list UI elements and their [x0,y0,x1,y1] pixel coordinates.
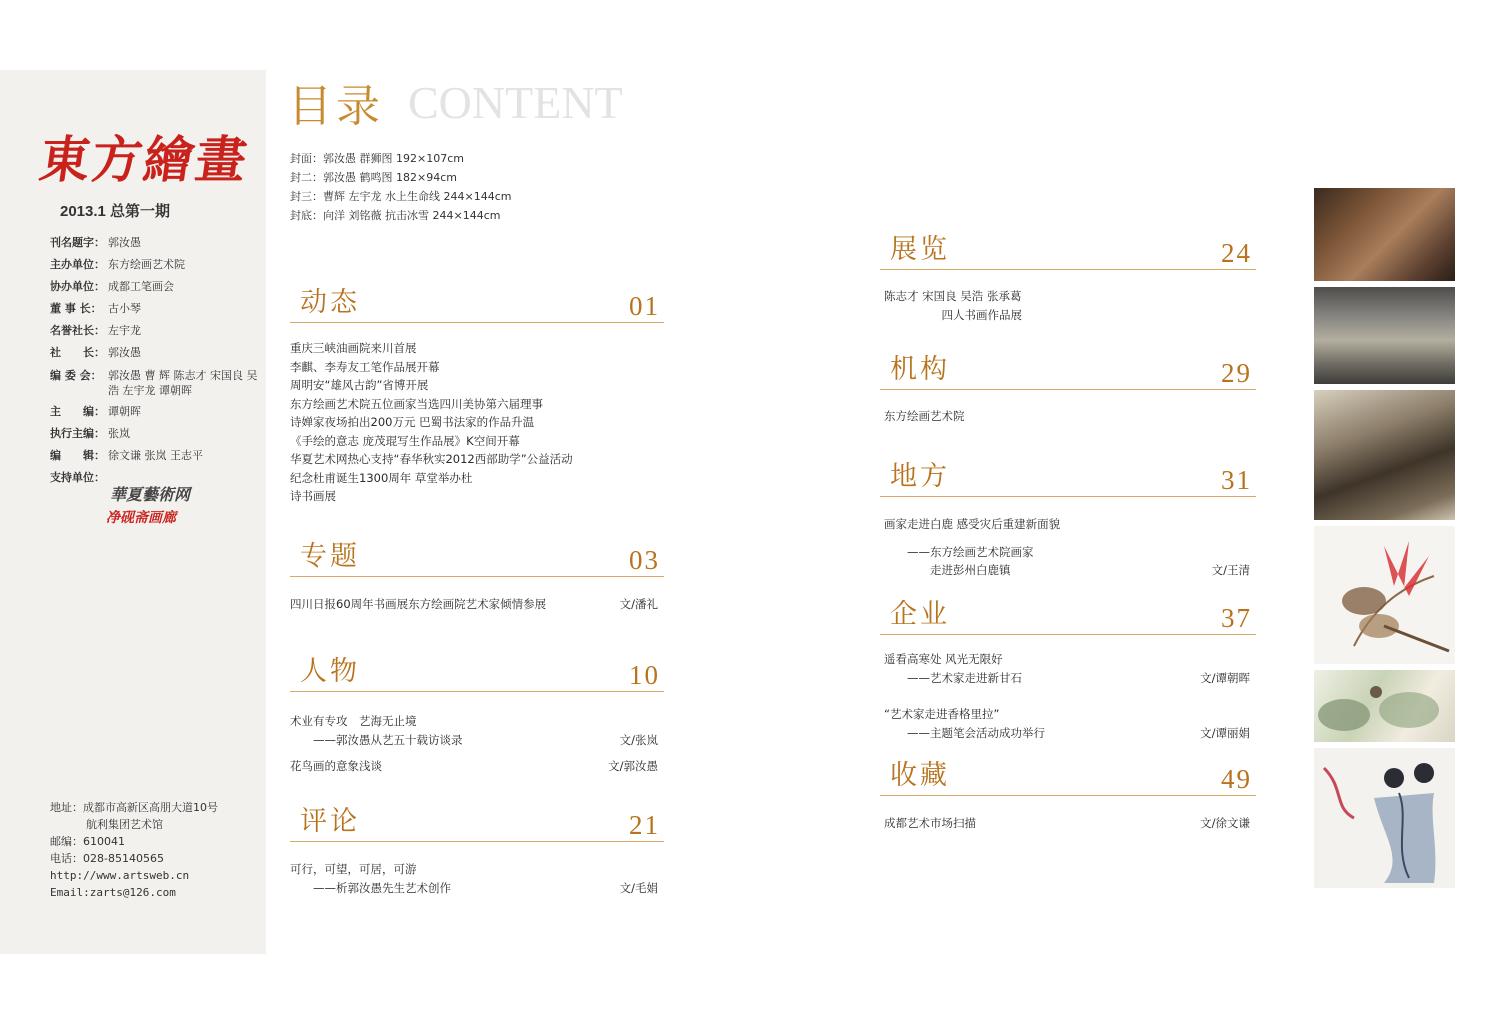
staff-label: 执行主编： [50,427,105,440]
toc-entry[interactable] [290,376,664,395]
section-page-number: 21 [629,810,660,840]
section-jigou [880,351,1256,426]
entry-title: 周明安“雄风古韵”省博开展 [290,378,429,392]
entry-author: 文/王清 [1211,563,1250,577]
staff-label: 社 长： [50,346,105,359]
section-zhanlan [880,231,1256,324]
section-header [290,803,664,842]
section-page-number: 01 [629,291,660,321]
entry-subtitle: ——郭汝愚从艺五十载访谈录 [290,732,463,747]
entry-author: 文/张岚 [619,732,658,747]
entry-subtitle: 四人书画作品展 [884,307,1022,322]
staff-label: 协办单位： [50,280,105,293]
toc-entry[interactable] [880,543,1256,562]
toc-entry[interactable] [880,724,1256,743]
staff-value: 成都工笔画会 [108,280,174,293]
entry-title: 纪念杜甫诞生1300周年 草堂举办杜 [290,470,473,485]
staff-label: 董 事 长： [50,302,102,315]
cover-credit: 封面：郭汝愚 群狮图 192×107cm [290,152,464,165]
staff-row [50,276,260,298]
staff-row [50,342,260,364]
toc-entry[interactable] [290,469,664,488]
staff-value: 郭汝愚 [108,346,141,359]
section-title: 专题 [300,541,360,572]
entry-title: 重庆三峡油画院来川首展 [290,341,417,355]
address-line: 地址：成都市高新区高朋大道10号 [50,801,218,814]
section-difang [880,458,1256,580]
toc-entry[interactable] [880,561,1256,580]
entry-title: 画家走进白鹿 感受灾后重建新面貌 [884,517,1061,531]
entry-author: 文/谭朝晖 [1200,670,1250,685]
section-title: 企业 [890,599,950,630]
entry-author: 文/毛娟 [619,880,658,895]
toc-entry[interactable] [290,487,664,506]
section-title: 收藏 [890,760,950,791]
website-link[interactable]: http://www.artsweb.cn [50,869,190,882]
issue-number: 2013.1 总第一期 [60,203,171,220]
toc-entry[interactable] [880,669,1256,688]
cover-credit: 封三：曹辉 左宇龙 水上生命线 244×144cm [290,190,512,203]
entry-title: 华夏艺术网热心支持“春华秋实2012西部助学”公益活动 [290,452,573,466]
toc-entry[interactable] [290,395,664,414]
section-page-number: 10 [629,660,660,690]
section-entries [880,497,1256,580]
magazine-logo: 東方繪畫 [35,130,253,189]
section-entries [880,796,1256,833]
entry-title: 陈志才 宋国良 吴浩 张承葛 [884,289,1022,303]
toc-entry[interactable] [290,450,664,469]
entry-subtitle: ——艺术家走进新甘石 [884,670,1022,685]
toc-entry[interactable] [290,712,664,731]
phone: 电话：028-85140565 [50,852,164,865]
cover-credits [290,149,511,225]
toc-entry[interactable] [880,287,1256,306]
toc-entry[interactable] [290,757,664,776]
toc-entry[interactable] [880,650,1256,669]
toc-entry[interactable] [880,814,1256,833]
staff-label: 主 编： [50,405,105,418]
cover-credit: 封二：郭汝愚 鹤鸣图 182×94cm [290,171,457,184]
section-title: 动态 [300,287,360,318]
section-pinglun [290,803,664,897]
section-entries [290,692,664,776]
staff-row [50,232,260,254]
entry-subtitle: ——析郭汝愚先生艺术创作 [290,880,451,895]
sponsor-logo-artsweb: 華夏藝術网 [110,485,191,504]
address-line: 航利集团艺术馆 [86,818,163,831]
entry-subtitle: ——东方绘画艺术院画家 [884,544,1034,559]
pheasant-painting-sketch [1314,526,1455,664]
staff-row [50,364,260,401]
entry-title: 李麒、李寿友工笔作品展开幕 [290,359,440,374]
section-entries [290,323,664,506]
section-header [880,458,1256,497]
section-header [290,653,664,692]
section-title: 展览 [890,234,950,265]
toc-entry[interactable] [290,432,664,451]
staff-row [50,401,260,423]
entry-title: 成都艺术市场扫描 [884,816,976,830]
entry-title: 遥看高寒处 风光无限好 [884,652,1003,666]
staff-row [50,320,260,342]
section-page-number: 29 [1221,358,1252,388]
section-title: 评论 [300,806,360,837]
section-title: 机构 [890,354,950,385]
section-entries [880,635,1256,742]
photo-exhibition-crowd [1314,188,1455,281]
sponsor-logo-gallery: 净砚斋画廊 [106,510,176,526]
staff-list [50,232,260,489]
entry-title: 可行，可望，可居，可游 [290,862,417,876]
section-page-number: 31 [1221,465,1252,495]
toc-entry[interactable] [880,407,1256,426]
staff-value: 郭汝愚 曹 辉 陈志才 宋国良 吴 浩 左宇龙 谭朝晖 [108,369,258,397]
staff-value: 张岚 [108,427,130,440]
cover-credit: 封底：向洋 刘铭薇 抗击冰雪 244×144cm [290,209,501,222]
section-page-number: 24 [1221,238,1252,268]
entry-subtitle: 走进彭州白鹿镇 [884,563,1011,577]
toc-entry[interactable] [290,879,664,898]
staff-value: 郭汝愚 [108,236,141,249]
contact-info [50,799,218,901]
section-entries [290,577,664,614]
toc-entry[interactable] [290,413,664,432]
postcode: 邮编：610041 [50,835,125,848]
section-title: 地方 [890,461,950,492]
staff-value: 东方绘画艺术院 [108,258,185,271]
toc-entry[interactable] [290,339,664,358]
section-renwu [290,653,664,776]
staff-label: 编 辑： [50,449,105,462]
section-header [880,757,1256,796]
entry-title: 花鸟画的意象浅谈 [290,759,382,773]
section-header [880,596,1256,635]
toc-entry[interactable] [290,731,664,750]
painting-pheasant [1314,526,1455,664]
entry-author: 文/谭丽娟 [1200,725,1250,740]
staff-row [50,254,260,276]
entry-author: 文/潘礼 [619,597,658,611]
section-entries [290,842,664,897]
entry-title: 诗婵家夜场拍出200万元 巴蜀书法家的作品升温 [290,415,535,429]
staff-label: 编 委 会： [50,369,102,382]
toc-entry[interactable] [290,595,664,614]
section-header [880,351,1256,390]
toc-entry[interactable] [880,306,1256,325]
staff-value: 徐文谦 张岚 王志平 [108,449,203,462]
staff-row [50,298,260,320]
staff-label: 刊名题字： [50,236,105,249]
entry-title: 诗书画展 [290,489,336,503]
section-shoucang [880,757,1256,833]
page-title: 目录 [288,81,384,132]
entry-title: 四川日报60周年书画展东方绘画院艺术家倾情参展 [290,597,547,611]
toc-entry[interactable] [880,515,1256,534]
entry-title: 东方绘画艺术院 [884,409,965,423]
entry-title: 《手绘的意志 庞茂琨写生作品展》K空间开幕 [290,433,520,448]
toc-entry[interactable] [880,705,1256,724]
lotus-painting-sketch [1314,670,1455,742]
photo-gallery-visitors [1314,287,1455,384]
entry-title: “艺术家走进香格里拉” [884,707,1000,721]
section-page-number: 03 [629,545,660,575]
page-title-english: CONTENT [408,77,623,128]
section-header [290,284,664,323]
painting-lotus [1314,670,1455,742]
staff-row [50,445,260,467]
section-header [880,231,1256,270]
toc-entry[interactable] [290,358,664,377]
staff-value: 古小琴 [108,302,141,315]
section-dongtai [290,284,664,506]
figures-painting-sketch [1314,748,1455,888]
entry-title: 术业有专攻 艺海无止境 [290,714,417,728]
section-entries [880,390,1256,426]
toc-entry[interactable] [290,860,664,879]
entry-author: 文/郭汝愚 [608,759,658,773]
entry-subtitle: ——主题笔会活动成功举行 [884,725,1045,740]
staff-label: 主办单位： [50,258,105,271]
entry-author: 文/徐文谦 [1200,816,1250,830]
section-entries [880,270,1256,324]
section-zhuanti [290,538,664,614]
section-header [290,538,664,577]
entry-title: 东方绘画艺术院五位画家当选四川美协第六届理事 [290,396,543,411]
staff-value: 谭朝晖 [108,405,141,418]
section-title: 人物 [300,656,360,687]
email-link[interactable]: Email:zarts@126.com [50,886,176,899]
painting-two-women [1314,748,1455,888]
section-page-number: 49 [1221,764,1252,794]
section-page-number: 37 [1221,603,1252,633]
staff-label: 支持单位： [50,471,105,484]
staff-label: 名誉社长： [50,324,105,337]
section-qiye [880,596,1256,742]
photo-artist-portrait [1314,390,1455,520]
staff-value: 左宇龙 [108,324,141,337]
staff-row [50,423,260,445]
